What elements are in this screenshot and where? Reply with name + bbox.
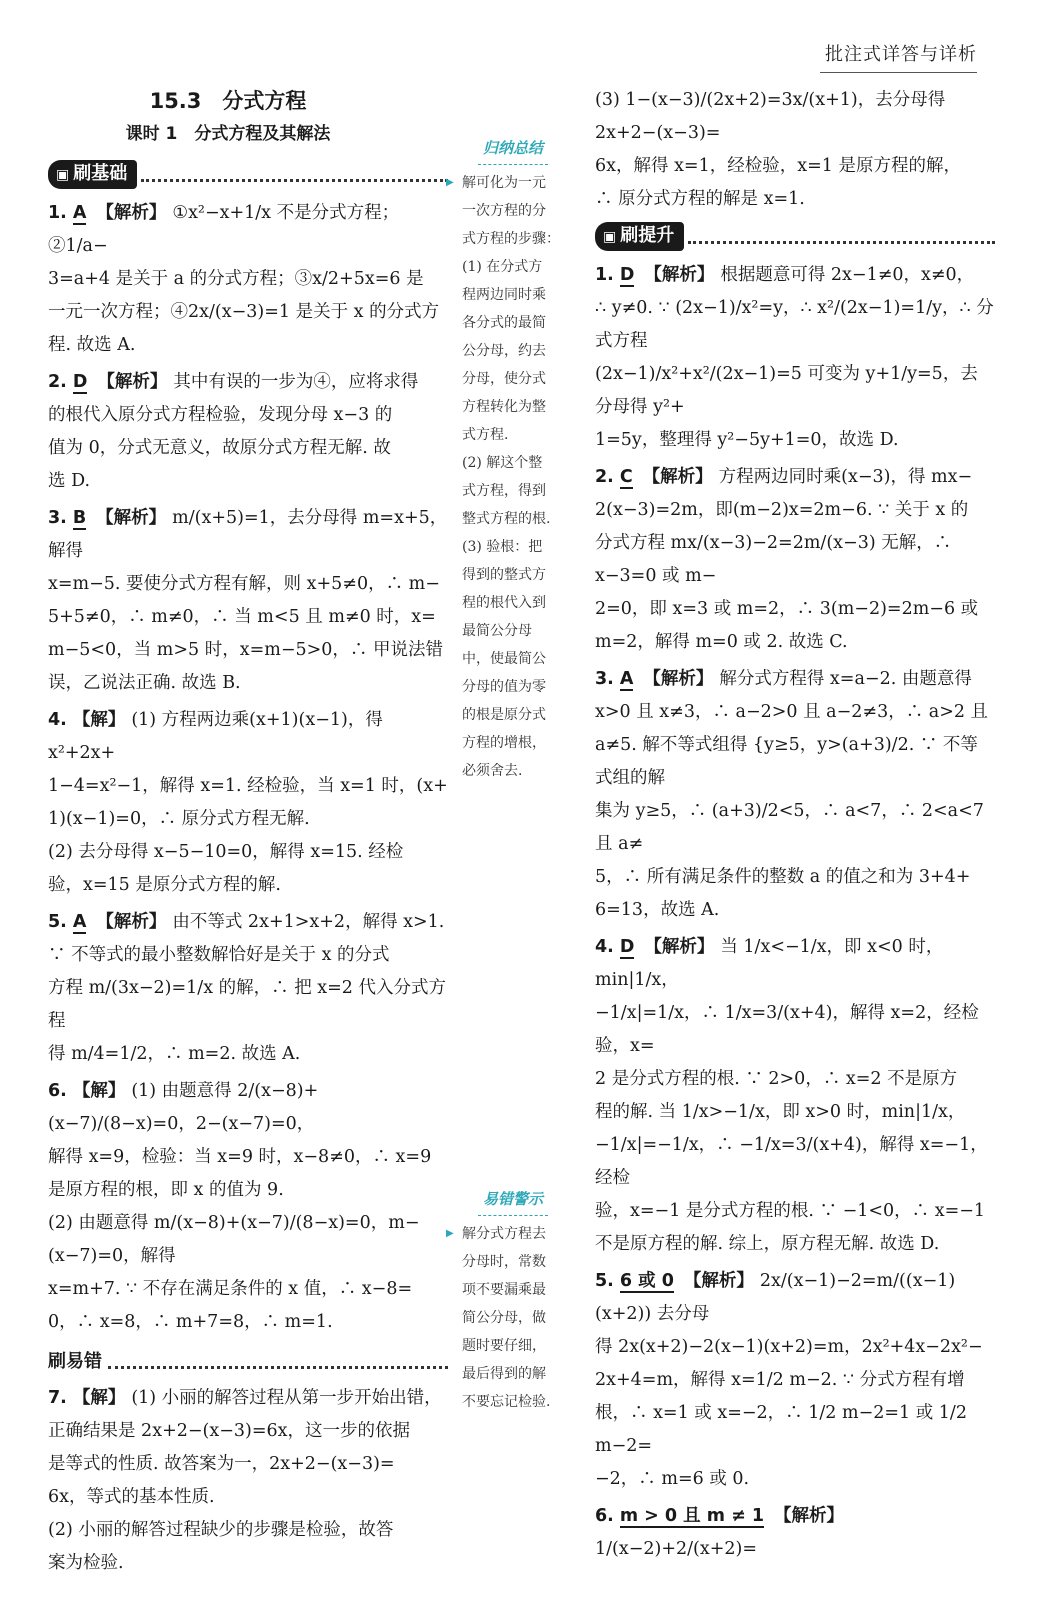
question-text: a≠5. 解不等式组得 {y≥5，y>(a+3)/2. ∵ 不等式组的解 bbox=[595, 735, 978, 788]
question-line bbox=[48, 366, 448, 399]
question-item bbox=[595, 931, 995, 1261]
question-text: 1=5y，整理得 y²−5y+1=0，故选 D. bbox=[595, 430, 899, 450]
question-line bbox=[48, 1382, 448, 1415]
question-line bbox=[48, 502, 448, 568]
question-text: 2(x−3)=2m，即(m−2)x=2m−6. ∵ 关于 x 的 bbox=[595, 500, 969, 520]
note-line: 各分式的最简 bbox=[462, 315, 546, 331]
note-line: 题时要仔细， bbox=[462, 1338, 546, 1354]
question-tag: 【解析】 bbox=[642, 467, 713, 487]
question-line bbox=[48, 906, 448, 939]
band-mistake bbox=[48, 1345, 448, 1378]
header-rule bbox=[820, 72, 977, 73]
question-item bbox=[48, 1382, 448, 1580]
question-text: (2) 由题意得 m/(x−8)+(x−7)/(8−x)=0，m−(x−7)=0，解得 bbox=[48, 1213, 420, 1266]
question-number: 5. bbox=[48, 912, 67, 932]
question-text: 其中有误的一步为④，应将求得 bbox=[173, 372, 419, 392]
mistake-questions bbox=[48, 1382, 448, 1580]
side-notes-column bbox=[458, 84, 568, 1416]
question-line bbox=[595, 931, 995, 997]
question-text: 1−4=x²−1，解得 x=1. 经检验，当 x=1 时，(x+ bbox=[48, 776, 448, 796]
left-questions bbox=[48, 197, 448, 1339]
note-line: 公分母，约去 bbox=[462, 343, 546, 359]
question-answer: D bbox=[72, 372, 88, 392]
question-text: 3=a+4 是关于 a 的分式方程；③x/2+5x=6 是 bbox=[48, 269, 424, 289]
question-line bbox=[48, 1075, 448, 1141]
question-text: 当 1/x<−1/x，即 x<0 时，min|1/x， bbox=[595, 937, 944, 990]
question-item bbox=[48, 1075, 448, 1339]
band-divider bbox=[688, 229, 995, 244]
question-text: −2，∴ m=6 或 0. bbox=[595, 1469, 750, 1489]
question-text: 0，∴ x=8，∴ m+7=8，∴ m=1. bbox=[48, 1312, 333, 1332]
question-item bbox=[595, 259, 995, 457]
question-line bbox=[48, 704, 448, 770]
question-text: (1) 小丽的解答过程从第一步开始出错， bbox=[131, 1388, 442, 1408]
question-number: 2. bbox=[48, 372, 67, 392]
note-line: 中，使最简公 bbox=[462, 651, 546, 667]
note-warning bbox=[458, 1220, 568, 1416]
question-line bbox=[595, 461, 995, 494]
question-answer: C bbox=[619, 467, 633, 487]
question-answer: A bbox=[619, 669, 634, 689]
question-text: 程的解. 当 1/x>−1/x，即 x>0 时，min|1/x， bbox=[595, 1102, 966, 1122]
question-tag: 【解析】 bbox=[643, 669, 714, 689]
question-tag: 【解析】 bbox=[96, 508, 167, 528]
question-answer: B bbox=[72, 508, 87, 528]
question-number: 3. bbox=[48, 508, 67, 528]
question-item bbox=[48, 366, 448, 498]
question-text: 验，x=15 是原分式方程的解. bbox=[48, 875, 281, 895]
section-subtitle: 课时 1 分式方程及其解法 bbox=[125, 124, 331, 144]
band-mistake-label: 刷易错 bbox=[48, 1351, 102, 1372]
note-line: ▶ 解分式方程去 bbox=[462, 1226, 546, 1242]
right-column bbox=[595, 84, 995, 1570]
question-text: (2) 小丽的解答过程缺少的步骤是检验，故答 bbox=[48, 1520, 394, 1540]
question-number: 4. bbox=[595, 937, 614, 957]
question-text: x=m+7. ∵ 不存在满足条件的 x 值，∴ x−8= bbox=[48, 1279, 413, 1299]
note-line: ▶ 解可化为一元 bbox=[462, 175, 546, 191]
question-tag: 【解析】 bbox=[774, 1506, 845, 1526]
note-line: 最后得到的解 bbox=[462, 1366, 546, 1382]
question-text: 由不等式 2x+1>x+2，解得 x>1. bbox=[172, 912, 445, 932]
band-divider bbox=[108, 1354, 448, 1369]
question-tag: 【解析】 bbox=[97, 372, 168, 392]
band-advance bbox=[595, 222, 995, 251]
note-line: 的根是原分式 bbox=[462, 707, 546, 723]
note-line: 不要忘记检验. bbox=[462, 1394, 551, 1410]
question-text: 6=13，故选 A. bbox=[595, 900, 720, 920]
question-text: ∵ 不等式的最小整数解恰好是关于 x 的分式 bbox=[48, 945, 390, 965]
question-text: 案为检验. bbox=[48, 1553, 124, 1573]
question-item bbox=[48, 704, 448, 902]
question-text: m/(x+5)=1，去分母得 m=x+5，解得 bbox=[48, 508, 448, 561]
question-text: 1)(x−1)=0，∴ 原分式方程无解. bbox=[48, 809, 310, 829]
question-text: (3) 1−(x−3)/(2x+2)=3x/(x+1)，去分母得 2x+2−(x−3)= bbox=[595, 90, 946, 143]
question-text: (1) 方程两边乘(x+1)(x−1)，得 x²+2x+ bbox=[48, 710, 383, 763]
question-answer: D bbox=[619, 265, 635, 285]
question-text: x>0 且 x≠3，∴ a−2>0 且 a−2≠3，∴ a>2 且 bbox=[595, 702, 989, 722]
question-line bbox=[595, 1500, 995, 1566]
question-text: 2=0，即 x=3 或 m=2，∴ 3(m−2)=2m−6 或 bbox=[595, 599, 979, 619]
question-number: 4. bbox=[48, 710, 67, 730]
question-item bbox=[595, 663, 995, 927]
question-text: 得 2x(x+2)−2(x−1)(x+2)=m，2x²+4x−2x²− bbox=[595, 1337, 983, 1357]
question-text: 2 是分式方程的根. ∵ 2>0，∴ x=2 不是原方 bbox=[595, 1069, 958, 1089]
note-line: 简公分母，做 bbox=[462, 1310, 546, 1326]
question-text: 分式方程 mx/(x−3)−2=2m/(x−3) 无解，∴ x−3=0 或 m− bbox=[595, 533, 952, 586]
question-text: 6x，等式的基本性质. bbox=[48, 1487, 215, 1507]
question-text: ∴ 原分式方程的解是 x=1. bbox=[595, 189, 805, 209]
question-text: 正确结果是 2x+2−(x−3)=6x，这一步的依据 bbox=[48, 1421, 411, 1441]
question-number: 1. bbox=[48, 203, 67, 223]
question-text: 方程 m/(3x−2)=1/x 的解，∴ 把 x=2 代入分式方程 bbox=[48, 978, 446, 1031]
question-text: 误，乙说法正确. 故选 B. bbox=[48, 673, 241, 693]
question-text: m−5<0，当 m>5 时，x=m−5>0，∴ 甲说法错 bbox=[48, 640, 443, 660]
question-tag: 【解析】 bbox=[96, 203, 167, 223]
question-text: 验，x=−1 是分式方程的根. ∵ −1<0，∴ x=−1 bbox=[595, 1201, 986, 1221]
note-line: 分母，使分式 bbox=[462, 371, 546, 387]
question-text: m=2，解得 m=0 或 2. 故选 C. bbox=[595, 632, 848, 652]
question-number: 2. bbox=[595, 467, 614, 487]
note-line: 必须舍去. bbox=[462, 763, 523, 779]
band-divider bbox=[141, 167, 448, 182]
question-text: (1) 由题意得 2/(x−8)+(x−7)/(8−x)=0，2−(x−7)=0， bbox=[48, 1081, 319, 1134]
note-line: 方程转化为整 bbox=[462, 399, 546, 415]
question-tag: 【解析】 bbox=[644, 265, 715, 285]
note-line: 得到的整式方 bbox=[462, 567, 546, 583]
question-text: −1/x|=1/x，∴ 1/x=3/(x+4)，解得 x=2，经检验，x= bbox=[595, 1003, 979, 1056]
question-answer: D bbox=[619, 937, 635, 957]
question-item bbox=[595, 461, 995, 659]
section-title: 15.3 分式方程 bbox=[149, 89, 307, 113]
question-text: 集为 y≥5，∴ (a+3)/2<5，∴ a<7，∴ 2<a<7 且 a≠ bbox=[595, 801, 984, 854]
note-warning-title: 易错警示 bbox=[458, 1185, 568, 1216]
question-text: 程. 故选 A. bbox=[48, 335, 136, 355]
question-item bbox=[595, 1265, 995, 1496]
note-line: 程的根代入到 bbox=[462, 595, 546, 611]
note-line: 最简公分母 bbox=[462, 623, 532, 639]
question-text: (2x−1)/x²+x²/(2x−1)=5 可变为 y+1/y=5，去分母得 y²+ bbox=[595, 364, 978, 417]
note-summary-title: 归纳总结 bbox=[458, 134, 568, 165]
question-text: 选 D. bbox=[48, 471, 91, 491]
question-number: 6. bbox=[48, 1081, 67, 1101]
question-line bbox=[595, 663, 995, 696]
note-line: 分母的值为零 bbox=[462, 679, 546, 695]
question-text: 方程两边同时乘(x−3)，得 mx− bbox=[718, 467, 973, 487]
question-text: 1/(x−2)+2/(x+2)= bbox=[595, 1539, 758, 1559]
band-basic bbox=[48, 160, 448, 189]
band-advance-label: ▣ 刷提升 bbox=[595, 222, 684, 251]
note-line: (1) 在分式方 bbox=[462, 259, 543, 275]
right-questions bbox=[595, 259, 995, 1566]
question-answer: 6 或 0 bbox=[619, 1271, 674, 1291]
note-line: 方程的增根， bbox=[462, 735, 546, 751]
note-line: 项不要漏乘最 bbox=[462, 1282, 546, 1298]
question-text: 6x，解得 x=1，经检验，x=1 是原方程的解， bbox=[595, 156, 961, 176]
question-item bbox=[48, 197, 448, 362]
question-text: x=m−5. 要使分式方程有解，则 x+5≠0，∴ m− bbox=[48, 574, 440, 594]
note-line: 式方程的步骤： bbox=[462, 231, 560, 247]
question-tag: 【解】 bbox=[72, 1081, 126, 1101]
question-text: 解得 x=9，检验：当 x=9 时，x−8≠0，∴ x=9 bbox=[48, 1147, 432, 1167]
page-header: 批注式详答与详析 bbox=[825, 44, 977, 65]
note-line: (2) 解这个整 bbox=[462, 455, 543, 471]
note-line: 分母时，常数 bbox=[462, 1254, 546, 1270]
question-tag: 【解析】 bbox=[96, 912, 167, 932]
question-text: 值为 0，分式无意义，故原分式方程无解. 故 bbox=[48, 438, 391, 458]
question-text: 一元一次方程；④2x/(x−3)=1 是关于 x 的分式方 bbox=[48, 302, 440, 322]
question-text: 根据题意可得 2x−1≠0，x≠0， bbox=[720, 265, 975, 285]
question-answer: m > 0 且 m ≠ 1 bbox=[619, 1506, 765, 1526]
question-text: 是等式的性质. 故答案为一，2x+2−(x−3)= bbox=[48, 1454, 395, 1474]
question-item bbox=[48, 906, 448, 1071]
note-line: 整式方程的根. bbox=[462, 511, 551, 527]
question-tag: 【解】 bbox=[72, 710, 126, 730]
question-tag: 【解析】 bbox=[683, 1271, 754, 1291]
question-continuation bbox=[595, 84, 995, 216]
note-summary bbox=[458, 169, 568, 785]
question-text: 是原方程的根，即 x 的值为 9. bbox=[48, 1180, 284, 1200]
question-answer: A bbox=[72, 203, 87, 223]
question-tag: 【解】 bbox=[72, 1388, 126, 1408]
question-text: 解分式方程得 x=a−2. 由题意得 bbox=[719, 669, 972, 689]
question-number: 1. bbox=[595, 265, 614, 285]
question-text: 2x/(x−1)−2=m/((x−1)(x+2)) 去分母 bbox=[595, 1271, 956, 1324]
question-line bbox=[595, 259, 995, 292]
note-line: 程两边同时乘 bbox=[462, 287, 546, 303]
note-line: 式方程. bbox=[462, 427, 509, 443]
left-column bbox=[48, 84, 448, 1584]
question-text: ①x²−x+1/x 不是分式方程；②1/a− bbox=[48, 203, 400, 256]
question-text: 2x+4=m，解得 x=1/2 m−2. ∵ 分式方程有增 bbox=[595, 1370, 965, 1390]
question-text: 5+5≠0，∴ m≠0，∴ 当 m<5 且 m≠0 时，x= bbox=[48, 607, 436, 627]
note-line: 一次方程的分 bbox=[462, 203, 546, 219]
note-line: (3) 验根：把 bbox=[462, 539, 543, 555]
band-basic-label: ▣ 刷基础 bbox=[48, 160, 137, 189]
question-item bbox=[48, 502, 448, 700]
question-text: 根，∴ x=1 或 x=−2，∴ 1/2 m−2=1 或 1/2 m−2= bbox=[595, 1403, 967, 1456]
question-number: 5. bbox=[595, 1271, 614, 1291]
question-item bbox=[595, 1500, 995, 1566]
note-line: 式方程，得到 bbox=[462, 483, 546, 499]
question-answer: A bbox=[72, 912, 87, 932]
question-text: −1/x|=−1/x，∴ −1/x=3/(x+4)，解得 x=−1，经检 bbox=[595, 1135, 988, 1188]
question-text: 不是原方程的解. 综上，原方程无解. 故选 D. bbox=[595, 1234, 940, 1254]
question-number: 7. bbox=[48, 1388, 67, 1408]
question-text: (2) 去分母得 x−5−10=0，解得 x=15. 经检 bbox=[48, 842, 404, 862]
question-text: 的根代入原分式方程检验，发现分母 x−3 的 bbox=[48, 405, 393, 425]
question-text: 5，∴ 所有满足条件的整数 a 的值之和为 3+4+ bbox=[595, 867, 971, 887]
question-line bbox=[48, 197, 448, 263]
question-number: 3. bbox=[595, 669, 614, 689]
question-tag: 【解析】 bbox=[644, 937, 715, 957]
question-line bbox=[595, 1265, 995, 1331]
question-text: ∴ y≠0. ∵ (2x−1)/x²=y，∴ x²/(2x−1)=1/y，∴ 分式方程 bbox=[595, 298, 994, 351]
question-number: 6. bbox=[595, 1506, 614, 1526]
question-text: 得 m/4=1/2，∴ m=2. 故选 A. bbox=[48, 1044, 301, 1064]
